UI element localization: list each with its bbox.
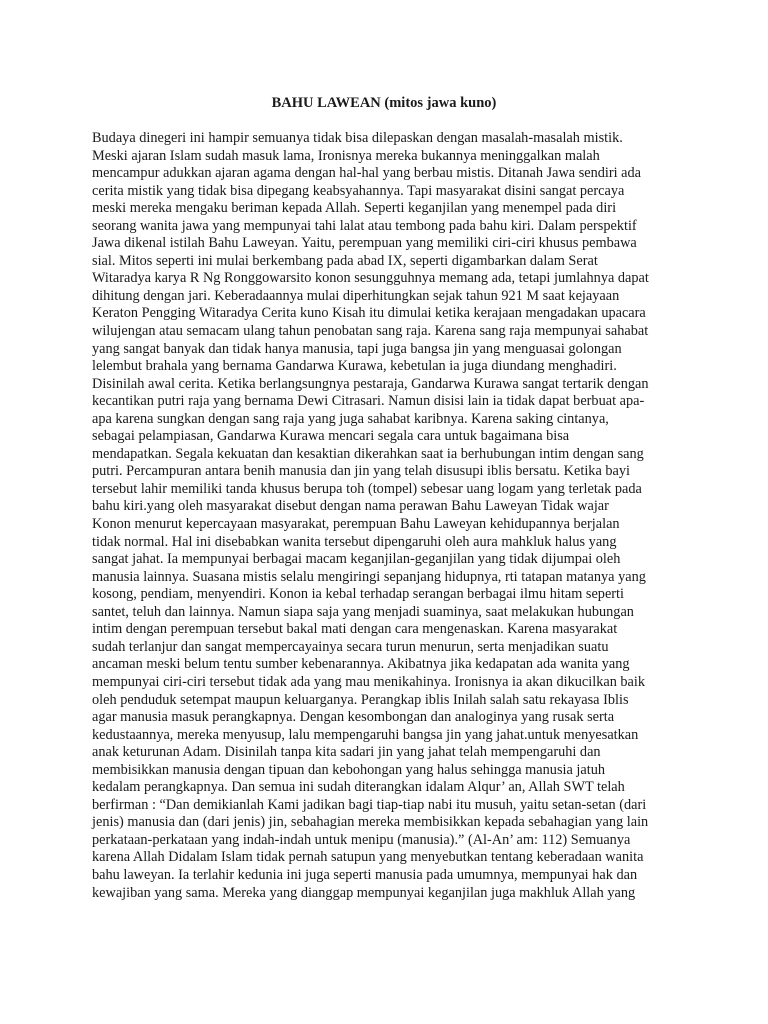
text-line: kedustaannya, mereka menyusup, lalu mempengaruhi bangsa jin yang jahat.untuk menyesatkan — [92, 726, 639, 743]
text-line: agar manusia masuk perangkapnya. Dengan kesombongan dan analoginya yang rusak serta — [92, 709, 615, 726]
text-line: mempunyai ciri-ciri tersebut tidak ada yang mau menikahinya. Ironisnya ia akan dikucilkan baik — [92, 673, 646, 690]
text-line: seorang wanita jawa yang mempunyai tahi lalat atau tembong pada bahu kiri. Dalam perspektif — [92, 217, 637, 234]
text-line: yang sangat banyak dan tidak hanya manusia, tapi juga bangsa jin yang menguasai golongan — [92, 340, 622, 357]
text-line: dihitung dengan jari. Keberadaannya mulai diperhitungkan sejak tahun 921 M saat kejayaan — [92, 287, 620, 304]
text-line: manusia lainnya. Suasana mistis selalu mengiringi sepanjang hidupnya, rti tatapan matanya yang — [92, 568, 646, 585]
text-line: ancaman meski belum tentu sumber kebenarannya. Akibatnya jika kedapatan ada wanita yang — [92, 656, 630, 673]
document-title: BAHU LAWEAN (mitos jawa kuno) — [271, 95, 497, 111]
document-body — [92, 130, 692, 902]
text-line: mencampur adukkan ajaran agama dengan hal-hal yang berbau mistis. Ditanah Jawa sendiri ada — [92, 165, 642, 182]
text-line: Keraton Pengging Witaradya Cerita kuno Kisah itu dimulai ketika kerajaan mengadakan upacara — [92, 305, 646, 322]
text-line: putri. Percampuran antara benih manusia dan jin yang telah disusupi iblis bersatu. Ketika bayi — [92, 463, 630, 480]
text-line: berfirman : “Dan demikianlah Kami jadikan bagi tiap-tiap nabi itu musuh, yaitu setan-setan (dari — [92, 796, 647, 813]
text-line: lelembut brahala yang bernama Gandarwa Kurawa, kebetulan ia juga diundang menghadiri. — [92, 358, 617, 375]
text-line: sudah terlanjur dan sangat mempercayainya secara turun menurun, serta menjadikan suatu — [92, 638, 609, 655]
text-line: Jawa dikenal istilah Bahu Laweyan. Yaitu, perempuan yang memiliki ciri-ciri khusus pembawa — [92, 235, 637, 252]
text-line: wilujengan atau semacam ulang tahun penobatan sang raja. Karena sang raja mempunyai sahabat — [92, 323, 649, 340]
text-line: Konon menurut kepercayaan masyarakat, perempuan Bahu Laweyan kehidupannya berjalan — [92, 516, 620, 533]
text-line: sial. Mitos seperti ini mulai berkembang pada abad IX, seperti digambarkan dalam Serat — [92, 252, 598, 269]
text-line: oleh penduduk setempat maupun keluarganya. Perangkap iblis Inilah salah satu rekayasa Iblis — [92, 691, 629, 708]
text-line: cerita mistik yang tidak bisa dipegang keabsyahannya. Tapi masyarakat disini sangat percaya — [92, 182, 625, 199]
text-line: Meski ajaran Islam sudah masuk lama, Ironisnya mereka bukannya meninggalkan malah — [92, 147, 600, 164]
text-line: intim dengan perempuan tersebut bakal mati dengan cara mengenaskan. Karena masyarakat — [92, 621, 618, 638]
text-line: tersebut lahir memiliki tanda khusus berupa toh (tompel) sebesar uang logam yang terletak pada — [92, 480, 642, 497]
text-line: Witaradya karya R Ng Ronggowarsito konon sesungguhnya memang ada, tetapi jumlahnya dapat — [92, 270, 649, 287]
text-line: kewajiban yang sama. Mereka yang dianggap mempunyai keganjilan juga makhluk Allah yang — [92, 884, 636, 901]
text-line: karena Allah Didalam Islam tidak pernah satupun yang menyebutkan tentang keberadaan wanita — [92, 849, 644, 866]
text-line: bahu laweyan. Ia terlahir kedunia ini juga seperti manusia pada umumnya, mempunyai hak dan — [92, 866, 638, 883]
text-line: meski mereka mengaku beriman kepada Allah. Seperti keganjilan yang menempel pada diri — [92, 200, 617, 217]
text-line: apa karena sungkan dengan sang raja yang juga sahabat karibnya. Karena saking cintanya, — [92, 410, 609, 427]
text-line: sebagai pelampiasan, Gandarwa Kurawa mencari segala cara untuk bagaimana bisa — [92, 428, 570, 445]
text-line: anak keturunan Adam. Disinilah tanpa kita sadari jin yang jahat telah mempengaruhi dan — [92, 744, 601, 761]
text-line: perkataan-perkataan yang indah-indah untuk menipu (manusia).” (Al-An’ am: 112) Semuanya — [92, 831, 631, 848]
text-line: Disinilah awal cerita. Ketika berlangsungnya pestaraja, Gandarwa Kurawa sangat tertarik dengan — [92, 375, 649, 392]
text-line: bahu kiri.yang oleh masyarakat disebut dengan nama perawan Bahu Laweyan Tidak wajar — [92, 498, 609, 515]
text-line: kedalam perangkapnya. Dan semua ini sudah diterangkan idalam Alqur’ an, Allah SWT telah — [92, 779, 625, 796]
text-line: kecantikan putri raja yang bernama Dewi Citrasari. Namun disisi lain ia tidak dapat berbuat apa- — [92, 393, 645, 410]
text-line: tidak normal. Hal ini disebabkan wanita tersebut dipengaruhi oleh aura mahkluk halus yang — [92, 533, 617, 550]
text-line: mendapatkan. Segala kekuatan dan kesaktian dikerahkan saat ia berhubungan intim dengan sang — [92, 445, 644, 462]
text-line: jenis) manusia dan (dari jenis) jin, sebahagian mereka membisikkan kepada sebahagian yang lain — [92, 814, 649, 831]
text-line: santet, teluh dan lainnya. Namun siapa saja yang menjadi suaminya, saat melakukan hubungan — [92, 603, 634, 620]
text-line: membisikkan manusia dengan tipuan dan kebohongan yang halus sehingga manusia jatuh — [92, 761, 605, 778]
text-line: kosong, pendiam, menyendiri. Konon ia kebal terhadap serangan berbagai ilmu hitam seperti — [92, 586, 625, 603]
text-line: Budaya dinegeri ini hampir semuanya tidak bisa dilepaskan dengan masalah-masalah mistik. — [92, 130, 623, 146]
text-line: sangat jahat. Ia mempunyai berbagai macam keganjilan-geganjilan yang tidak dijumpai oleh — [92, 551, 621, 568]
